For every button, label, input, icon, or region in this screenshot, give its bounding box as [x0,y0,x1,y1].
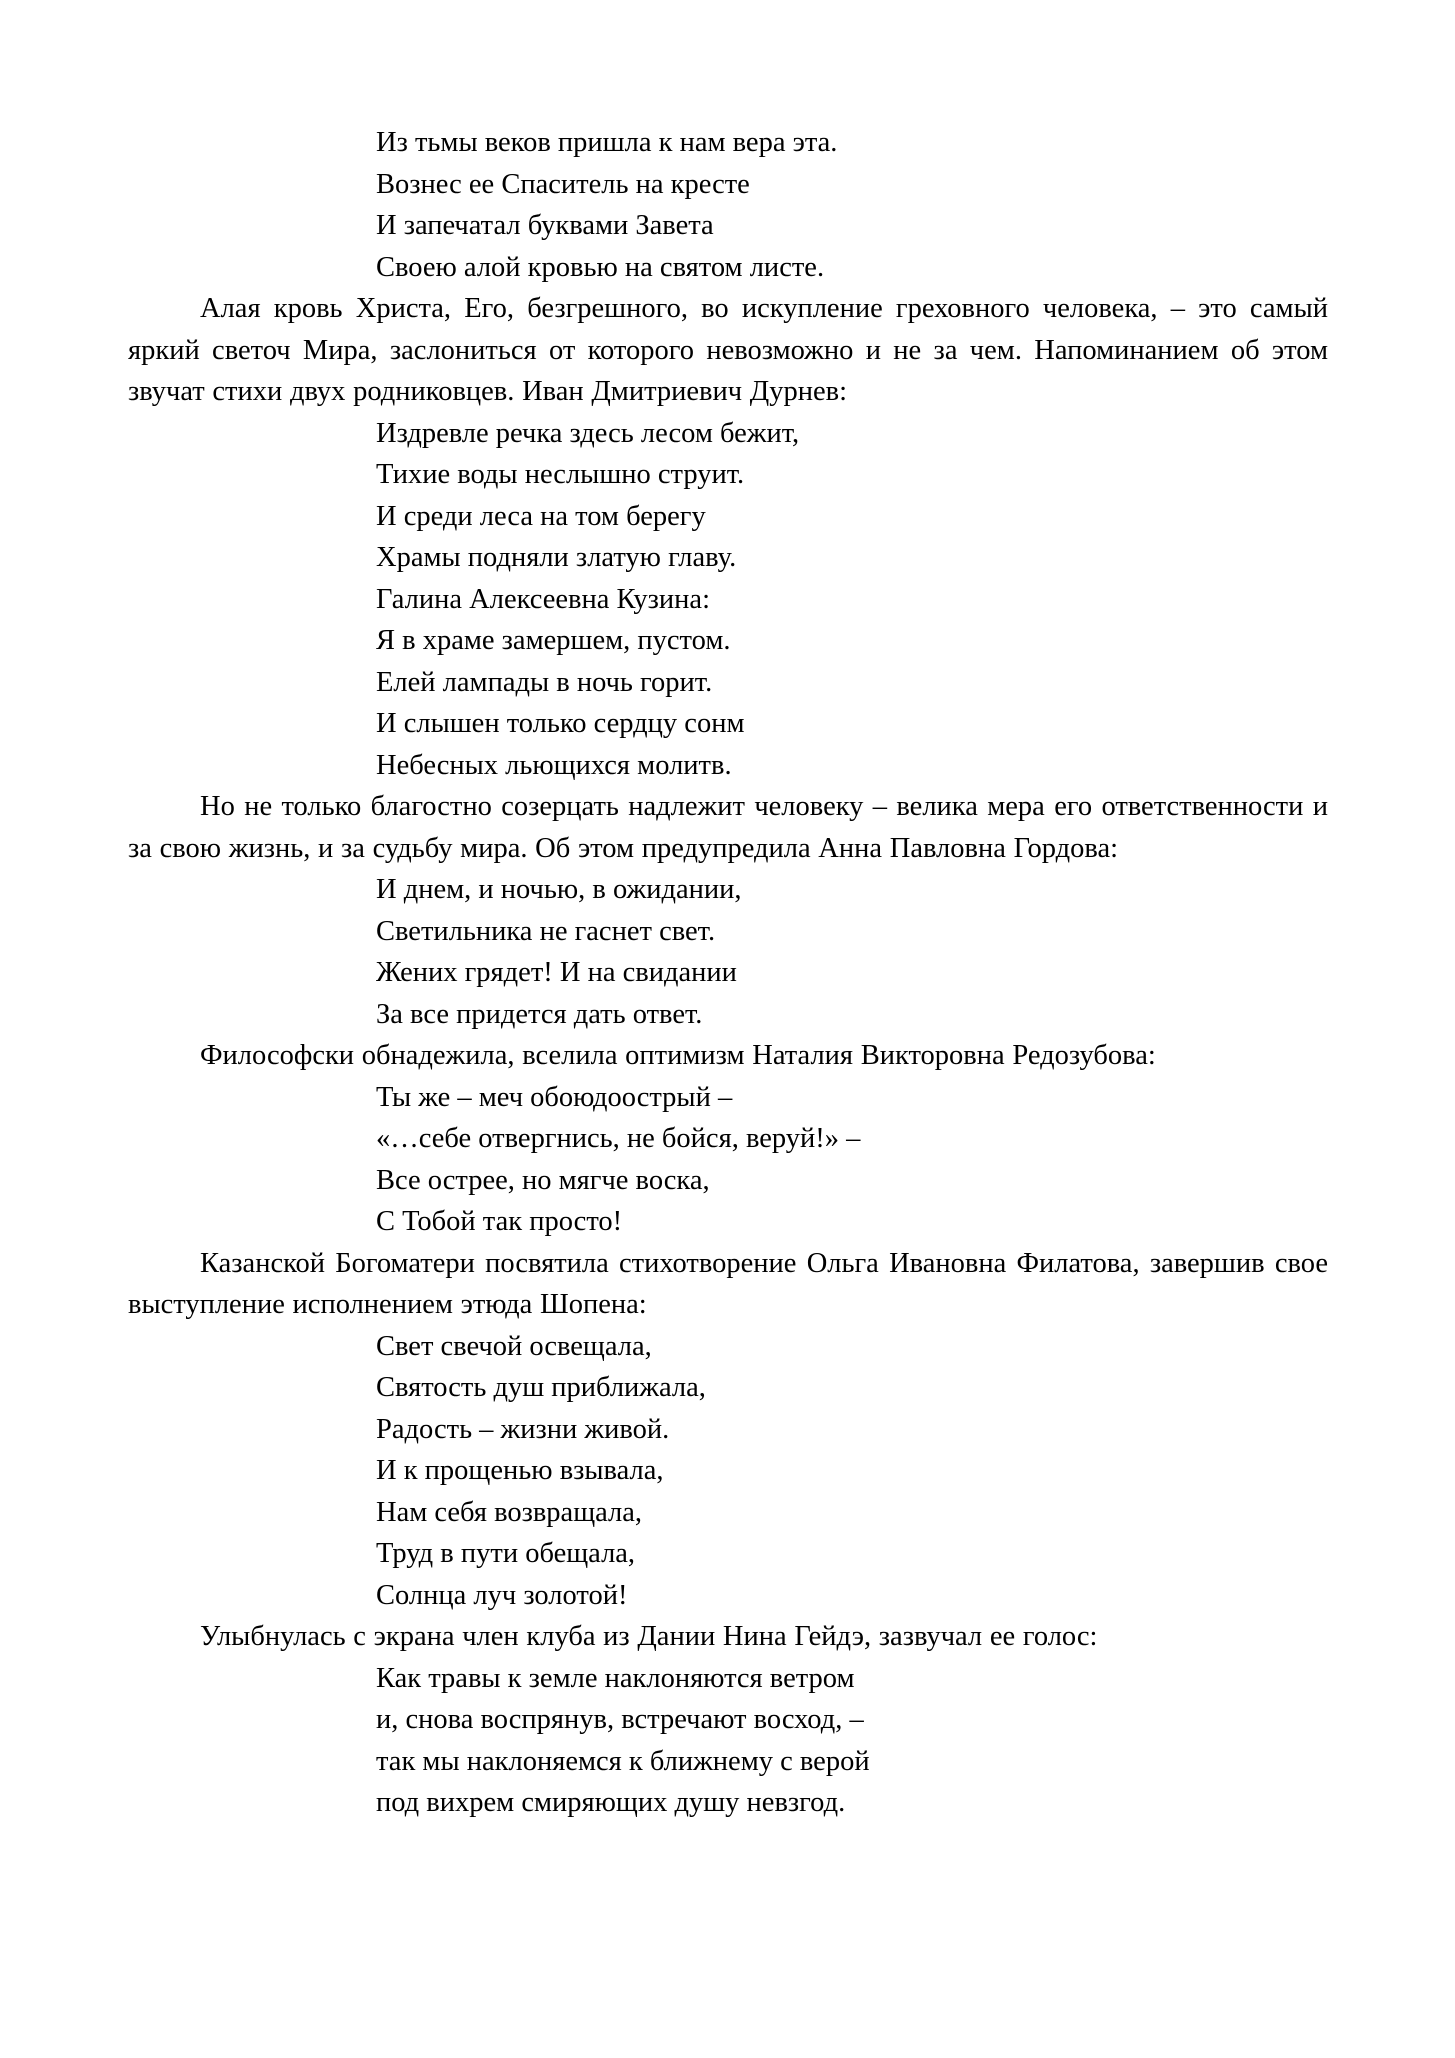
poem-stanza [128,1326,1328,1617]
poem-line: Елей лампады в ночь горит. [376,666,713,698]
poem-line: Нам себя возвращала, [376,1496,643,1528]
speaker-name-line: Галина Алексеевна Кузина: [376,583,710,615]
poem-line: Жених грядет! И на свидании [376,957,737,988]
poem-line: И слышен только сердцу сонм [376,708,745,739]
poem-stanza [128,869,1328,1035]
poem-line: «…себе отвергнись, не бойся, веруй!» – [376,1123,861,1154]
poem-line: И к прощенью взывала, [376,1455,664,1486]
text-column [128,122,1328,1824]
poem-line: и, снова воспрянув, встречают восход, – [376,1704,864,1735]
body-paragraph: Улыбнулась с экрана член клуба из Дании Нина Гейдэ, зазвучал ее голос: [200,1621,1098,1652]
body-paragraph: Казанской Богоматери посвятила стихотворение Ольга Ивановна Филатова, завершив свое выступление исполнением этюда Шопена: [128,1247,1328,1320]
poem-stanza [128,1658,1328,1824]
body-paragraph: Алая кровь Христа, Его, безгрешного, во искупление греховного человека, – это самый яркий светоч Мира, заслониться от которого невозможно и не за чем. Напоминанием об этом звучат стихи двух родниковцев. Иван Дмитриевич Дурнев: [128,293,1328,407]
poem-line: так мы наклоняемся к ближнему с верой [376,1745,870,1777]
poem-line: Святость душ приближала, [376,1372,706,1403]
poem-line: Храмы подняли златую главу. [376,542,737,573]
poem-stanza [128,413,1328,787]
poem-line: Тихие воды неслышно струит. [376,459,745,490]
body-paragraph: Но не только благостно созерцать надлежит человеку – велика мера его ответственности и за свою жизнь, и за судьбу мира. Об этом предупредила Анна Павловна Гордова: [128,791,1328,864]
poem-line: Свет свечой освещала, [376,1330,652,1362]
poem-line: И среди леса на том берегу [376,500,706,532]
poem-line: За все придется дать ответ. [376,998,703,1030]
poem-line: Небесных льющихся молитв. [376,749,732,781]
poem-line: Все острее, но мягче воска, [376,1164,710,1196]
poem-line: Своею алой кровью на святом листе. [376,251,825,283]
poem-line: под вихрем смиряющих душу невзгод. [376,1787,846,1818]
poem-line: И запечатал буквами Завета [376,210,714,241]
poem-line: Труд в пути обещала, [376,1538,636,1569]
poem-line: Издревле речка здесь лесом бежит, [376,417,800,449]
poem-line: Солнца луч золотой! [376,1579,628,1611]
poem-stanza [128,1077,1328,1243]
poem-line: Вознес ее Спаситель на кресте [376,168,750,200]
poem-line: С Тобой так просто! [376,1206,623,1237]
body-paragraph: Философски обнадежила, вселила оптимизм Наталия Викторовна Редозубова: [200,1040,1156,1071]
poem-line: Как травы к земле наклоняются ветром [376,1662,855,1694]
poem-line: И днем, и ночью, в ожидании, [376,874,742,905]
poem-line: Я в храме замершем, пустом. [376,625,731,656]
poem-line: Ты же – меч обоюдоострый – [376,1081,733,1113]
poem-line: Радость – жизни живой. [376,1413,670,1445]
poem-line: Из тьмы веков пришла к нам вера эта. [376,127,838,158]
poem-stanza [128,122,1328,288]
poem-line: Светильника не гаснет свет. [376,915,716,947]
